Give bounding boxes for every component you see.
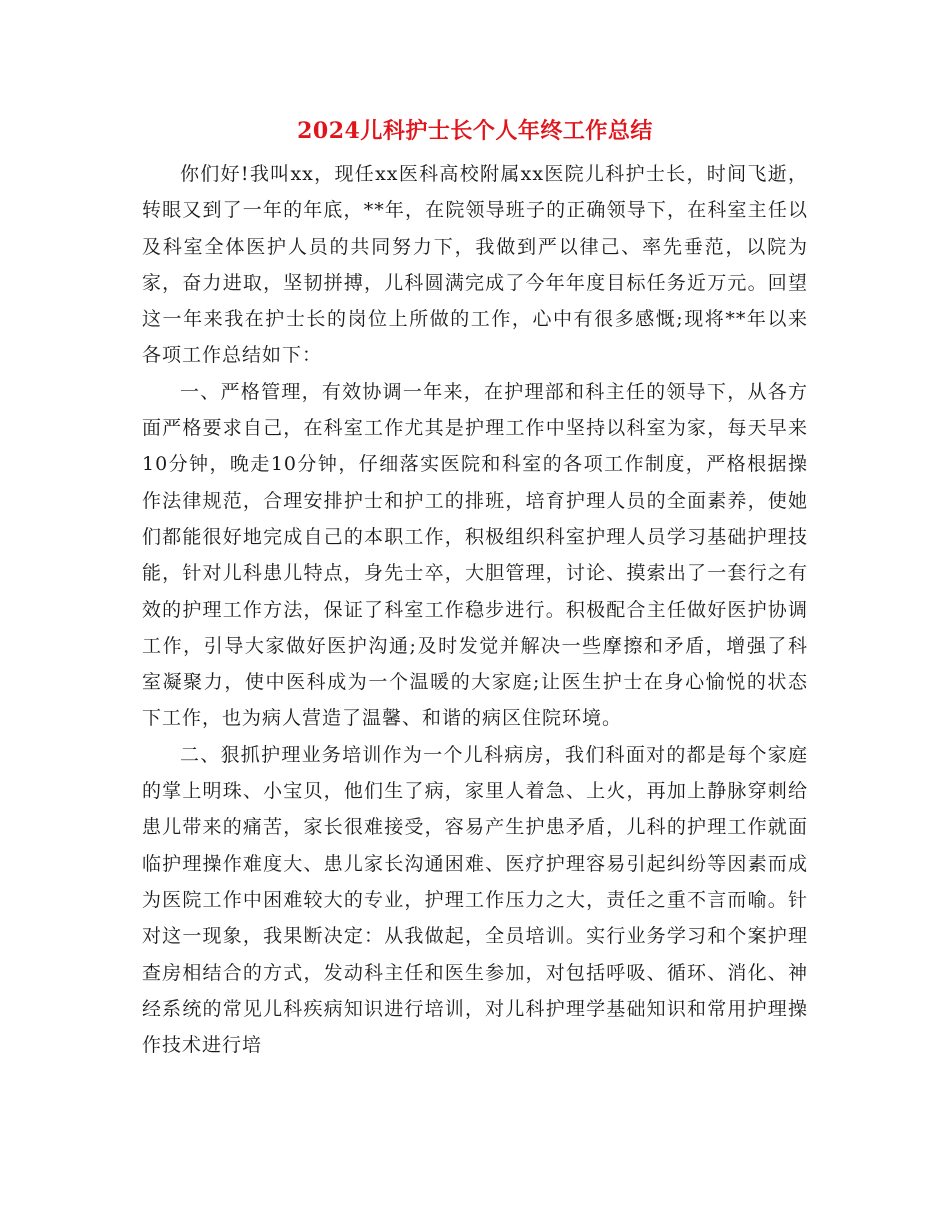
- document-title: 2024儿科护士长个人年终工作总结: [297, 118, 653, 144]
- paragraph-section-2: 二、狠抓护理业务培训作为一个儿科病房，我们科面对的都是每个家庭的掌上明珠、小宝贝，他们生了病，家里人着急、上火，再加上静脉穿刺给患儿带来的痛苦，家长很难接受，容易产生护患矛盾，儿科的护理工作就面临护理操作难度大、患儿家长沟通困难、医疗护理容易引起纠纷等因素而成为医院工作中困难较大的专业，护理工作压力之大，责任之重不言而喻。针对这一现象，我果断决定：从我做起，全员培训。实行业务学习和个案护理查房相结合的方式，发动科主任和医生参加，对包括呼吸、循环、消化、神经系统的常见儿科疾病知识进行培训，对儿科护理学基础知识和常用护理操作技术进行培: [142, 743, 808, 1057]
- paragraph-intro: 你们好!我叫xx，现任xx医科高校附属xx医院儿科护士长，时间飞逝，转眼又到了一年的年底，**年，在院领导班子的正确领导下，在科室主任以及科室全体医护人员的共同努力下，我做到严以律己、率先垂范，以院为家，奋力进取，坚韧拼搏，儿科圆满完成了今年年度目标任务近万元。回望这一年来我在护士长的岗位上所做的工作，心中有很多感慨;现将**年以来各项工作总结如下：: [142, 163, 808, 367]
- paragraph-section-1: 一、严格管理，有效协调一年来，在护理部和科主任的领导下，从各方面严格要求自己，在科室工作尤其是护理工作中坚持以科室为家，每天早来10分钟，晚走10分钟，仔细落实医院和科室的各项工作制度，严格根据操作法律规范，合理安排护士和护工的排班，培育护理人员的全面素养，使她们都能很好地完成自己的本职工作，积极组织科室护理人员学习基础护理技能，针对儿科患儿特点，身先士卒，大胆管理，讨论、摸索出了一套行之有效的护理工作方法，保证了科室工作稳步进行。积极配合主任做好医护协调工作，引导大家做好医护沟通;及时发觉并解决一些摩擦和矛盾，增强了科室凝聚力，使中医科成为一个温暖的大家庭;让医生护士在身心愉悦的状态下工作，也为病人营造了温馨、和谐的病区住院环境。: [142, 380, 808, 730]
